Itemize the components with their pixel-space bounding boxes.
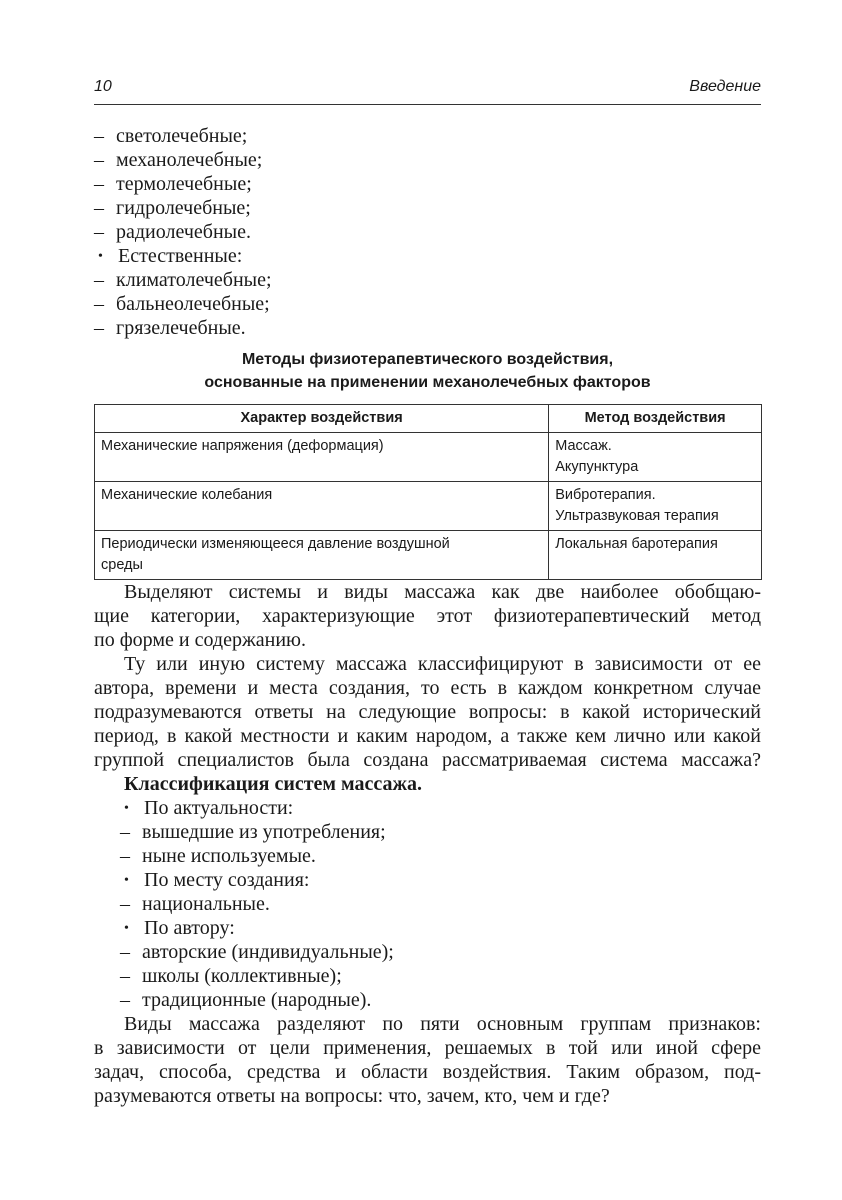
header-rule [94, 104, 761, 105]
paragraph-line: период, в какой местности и каким народом, а также кем лично или какой [94, 725, 761, 747]
table-title-line2: основанные на применении механолечебных факторов [204, 374, 651, 391]
cell-text: Локальная баротерапия [555, 536, 718, 552]
paragraph-line: Виды массажа разделяют по пяти основным группам признаков: [124, 1013, 761, 1035]
paragraph-line: Выделяют системы и виды массажа как две наиболее обобщаю- [124, 581, 761, 603]
list-bullet-text: По актуальности: [144, 797, 294, 819]
paragraph-line: Ту или иную систему массажа классифицируют в зависимости от ее [124, 653, 761, 675]
list-item: – вышедшие из употребления; [120, 821, 386, 843]
paragraph-line: щие категории, характеризующие этот физиотерапевтический метод [94, 605, 761, 627]
factor-list [94, 124, 761, 340]
running-header [94, 78, 761, 102]
list-item-text: радиолечебные. [116, 221, 251, 243]
paragraph-line: задач, способа, средства и области воздействия. Таким образом, под- [94, 1061, 761, 1083]
paragraph [94, 580, 761, 652]
list-item: – авторские (индивидуальные); [120, 941, 394, 963]
list-item-text: авторские (индивидуальные); [142, 941, 394, 963]
table-cell [549, 433, 762, 482]
list-item-text: грязелечебные. [116, 317, 246, 339]
table-cell [95, 482, 549, 531]
cell-text: Механические колебания [101, 487, 273, 503]
list-bullet-text: По автору: [144, 917, 235, 939]
list-item-text: вышедшие из употребления; [142, 821, 386, 843]
list-bullet [94, 796, 761, 820]
table-cell [549, 531, 762, 580]
table-row [95, 433, 762, 482]
list-item-text: бальнеолечебные; [116, 293, 270, 315]
cell-text: Ультразвуковая терапия [555, 508, 719, 524]
list-item: – национальные. [120, 893, 270, 915]
list-item: – бальнеолечебные; [94, 293, 270, 315]
list-bullet [94, 868, 761, 892]
paragraph-line: по форме и содержанию. [94, 629, 306, 651]
paragraph-line: подразумеваются ответы на следующие вопросы: в какой исторический [94, 701, 761, 723]
list-item-text: школы (коллективные); [142, 965, 342, 987]
bullet-icon: • [98, 249, 103, 264]
list-item-text: светолечебные; [116, 125, 248, 147]
cell-text: Вибротерапия. [555, 487, 656, 503]
table-cell [95, 531, 549, 580]
cell-text: Механические напряжения (деформация) [101, 438, 384, 454]
table-cell [549, 482, 762, 531]
bullet-icon: • [124, 801, 129, 816]
bullet-icon: • [124, 873, 129, 888]
classification-list [94, 772, 761, 1012]
list-item: – грязелечебные. [94, 317, 246, 339]
list-bullet-text: Естественные: [118, 245, 243, 267]
list-bullet-text: По месту создания: [144, 869, 310, 891]
list-item-text: ныне используемые. [142, 845, 316, 867]
cell-text: Акупунктура [555, 459, 639, 475]
list-item: – ныне используемые. [120, 845, 316, 867]
list-item: – школы (коллективные); [120, 965, 342, 987]
table-cell [95, 433, 549, 482]
page-number: 10 [94, 78, 112, 95]
column-header: Характер воздействия [95, 405, 549, 433]
table-row [95, 531, 762, 580]
paragraph-line: автора, времени и места создания, то есть в каждом конкретном случае [94, 677, 761, 699]
list-item: – термолечебные; [94, 173, 252, 195]
list-item: – традиционные (народные). [120, 989, 372, 1011]
cell-text: Массаж. [555, 438, 612, 454]
bullet-icon: • [124, 921, 129, 936]
list-item-text: гидролечебные; [116, 197, 251, 219]
column-header: Метод воздействия [549, 405, 762, 433]
classification-heading [94, 772, 761, 796]
paragraph-line: в зависимости от цели применения, решаемых в той или иной сфере [94, 1037, 761, 1059]
list-item-text: механолечебные; [116, 149, 263, 171]
table-row [95, 482, 762, 531]
list-item-text: климатолечебные; [116, 269, 272, 291]
heading-text: Классификация систем массажа. [124, 773, 423, 795]
table-header-row [95, 405, 762, 433]
paragraph [94, 1012, 761, 1108]
section-title: Введение [689, 78, 761, 95]
table-title-line1: Методы физиотерапевтического воздействия, [241, 351, 614, 368]
paragraph-line: разумеваются ответы на вопросы: что, зачем, кто, чем и где? [94, 1085, 610, 1107]
cell-text: среды [101, 557, 143, 573]
list-bullet [94, 916, 761, 940]
list-item-text: термолечебные; [116, 173, 252, 195]
list-item: – климатолечебные; [94, 269, 272, 291]
list-item: – механолечебные; [94, 149, 263, 171]
list-item: – гидролечебные; [94, 197, 251, 219]
list-item-text: национальные. [142, 893, 270, 915]
paragraph [94, 652, 761, 772]
list-item: – радиолечебные. [94, 221, 251, 243]
list-item-text: традиционные (народные). [142, 989, 372, 1011]
cell-text: Периодически изменяющееся давление воздушной [101, 536, 450, 552]
list-item: – светолечебные; [94, 125, 248, 147]
methods-table [94, 404, 762, 580]
paragraph-line: группой специалистов была создана рассматриваемая система массажа? [94, 749, 761, 771]
list-bullet [94, 244, 761, 268]
